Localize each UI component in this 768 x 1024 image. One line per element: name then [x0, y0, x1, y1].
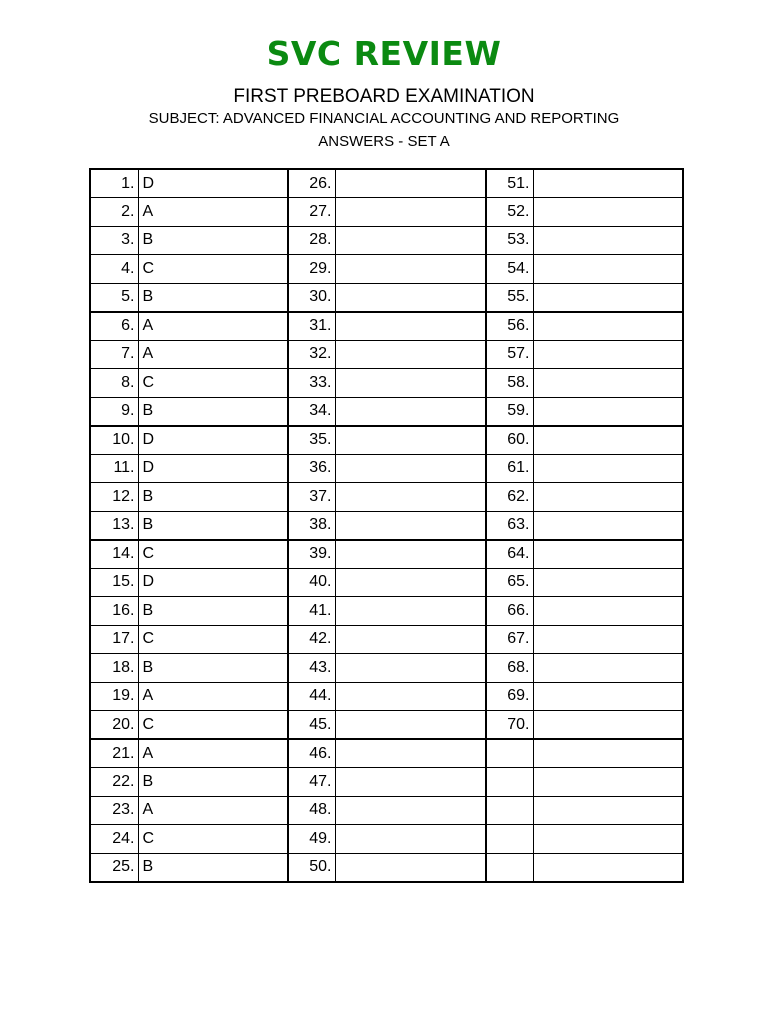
- item-answer: [335, 369, 486, 398]
- item-answer: D: [138, 169, 288, 198]
- item-number: 10.: [90, 426, 138, 455]
- item-answer: [335, 768, 486, 797]
- item-number: 2.: [90, 198, 138, 227]
- item-number: 66.: [486, 597, 533, 626]
- item-number: 68.: [486, 654, 533, 683]
- table-row: [90, 283, 683, 312]
- item-answer: [335, 511, 486, 540]
- item-number: [486, 853, 533, 882]
- item-number: 55.: [486, 283, 533, 312]
- item-number: 64.: [486, 540, 533, 569]
- item-number: 42.: [288, 625, 335, 654]
- item-answer: B: [138, 597, 288, 626]
- item-answer: [533, 198, 683, 227]
- item-answer: [533, 768, 683, 797]
- item-number: 6.: [90, 312, 138, 341]
- item-answer: [533, 397, 683, 426]
- item-number: 29.: [288, 255, 335, 284]
- item-number: [486, 768, 533, 797]
- item-answer: [335, 654, 486, 683]
- item-answer: [335, 682, 486, 711]
- table-row: [90, 597, 683, 626]
- item-number: 4.: [90, 255, 138, 284]
- item-answer: [533, 454, 683, 483]
- table-row: [90, 169, 683, 198]
- item-answer: [335, 568, 486, 597]
- table-row: [90, 198, 683, 227]
- item-number: 52.: [486, 198, 533, 227]
- item-number: 25.: [90, 853, 138, 882]
- item-number: 27.: [288, 198, 335, 227]
- item-answer: B: [138, 226, 288, 255]
- item-answer: C: [138, 625, 288, 654]
- item-answer: [335, 625, 486, 654]
- item-number: 56.: [486, 312, 533, 341]
- item-number: 8.: [90, 369, 138, 398]
- item-number: 28.: [288, 226, 335, 255]
- item-number: 22.: [90, 768, 138, 797]
- item-answer: C: [138, 255, 288, 284]
- item-answer: [335, 397, 486, 426]
- item-number: 60.: [486, 426, 533, 455]
- table-row: [90, 853, 683, 882]
- item-answer: B: [138, 483, 288, 512]
- item-answer: [533, 568, 683, 597]
- item-number: 41.: [288, 597, 335, 626]
- item-number: 53.: [486, 226, 533, 255]
- item-number: 5.: [90, 283, 138, 312]
- table-row: [90, 768, 683, 797]
- item-number: 51.: [486, 169, 533, 198]
- item-number: 21.: [90, 739, 138, 768]
- item-number: 32.: [288, 340, 335, 369]
- item-number: 9.: [90, 397, 138, 426]
- item-number: 12.: [90, 483, 138, 512]
- item-answer: [335, 597, 486, 626]
- item-answer: [533, 226, 683, 255]
- item-answer: [533, 511, 683, 540]
- item-number: [486, 739, 533, 768]
- item-answer: [335, 739, 486, 768]
- table-row: [90, 454, 683, 483]
- item-answer: [335, 226, 486, 255]
- item-number: 7.: [90, 340, 138, 369]
- item-answer: [533, 739, 683, 768]
- item-answer: [533, 540, 683, 569]
- item-number: 50.: [288, 853, 335, 882]
- item-answer: A: [138, 198, 288, 227]
- item-answer: [335, 169, 486, 198]
- table-row: [90, 625, 683, 654]
- item-answer: [533, 255, 683, 284]
- table-row: [90, 369, 683, 398]
- item-answer: A: [138, 340, 288, 369]
- item-number: 35.: [288, 426, 335, 455]
- table-row: [90, 312, 683, 341]
- item-answer: [335, 255, 486, 284]
- table-row: [90, 483, 683, 512]
- exam-title: FIRST PREBOARD EXAMINATION: [233, 86, 535, 107]
- item-answer: [533, 625, 683, 654]
- item-answer: B: [138, 654, 288, 683]
- item-number: 49.: [288, 825, 335, 854]
- item-number: 58.: [486, 369, 533, 398]
- item-number: 20.: [90, 711, 138, 740]
- item-number: 45.: [288, 711, 335, 740]
- item-number: 43.: [288, 654, 335, 683]
- item-number: 62.: [486, 483, 533, 512]
- item-number: 31.: [288, 312, 335, 341]
- table-row: [90, 739, 683, 768]
- item-number: 69.: [486, 682, 533, 711]
- item-answer: [533, 597, 683, 626]
- answers-set-label: ANSWERS - SET A: [318, 133, 450, 150]
- item-number: 23.: [90, 796, 138, 825]
- answer-table: [89, 168, 684, 883]
- item-answer: [533, 312, 683, 341]
- item-number: 46.: [288, 739, 335, 768]
- item-number: 70.: [486, 711, 533, 740]
- item-answer: B: [138, 768, 288, 797]
- table-row: [90, 226, 683, 255]
- item-answer: [335, 198, 486, 227]
- item-answer: [335, 796, 486, 825]
- item-answer: C: [138, 369, 288, 398]
- item-answer: A: [138, 312, 288, 341]
- item-answer: B: [138, 397, 288, 426]
- item-answer: [533, 825, 683, 854]
- table-row: [90, 540, 683, 569]
- item-number: 14.: [90, 540, 138, 569]
- item-answer: B: [138, 853, 288, 882]
- item-number: 1.: [90, 169, 138, 198]
- item-number: 59.: [486, 397, 533, 426]
- table-row: [90, 397, 683, 426]
- table-row: [90, 711, 683, 740]
- table-row: [90, 426, 683, 455]
- item-number: 39.: [288, 540, 335, 569]
- table-row: [90, 682, 683, 711]
- document-title: SVC REVIEW: [266, 34, 502, 73]
- item-number: 18.: [90, 654, 138, 683]
- item-number: 67.: [486, 625, 533, 654]
- item-answer: [533, 426, 683, 455]
- item-number: 33.: [288, 369, 335, 398]
- table-row: [90, 654, 683, 683]
- item-answer: A: [138, 682, 288, 711]
- item-answer: C: [138, 825, 288, 854]
- item-answer: B: [138, 511, 288, 540]
- subject-line: SUBJECT: ADVANCED FINANCIAL ACCOUNTING AND REPORTING: [148, 110, 620, 127]
- item-number: 44.: [288, 682, 335, 711]
- item-answer: D: [138, 454, 288, 483]
- item-number: 3.: [90, 226, 138, 255]
- item-number: [486, 825, 533, 854]
- item-answer: [533, 340, 683, 369]
- item-answer: A: [138, 739, 288, 768]
- item-answer: [533, 369, 683, 398]
- table-row: [90, 568, 683, 597]
- item-answer: [335, 483, 486, 512]
- item-answer: [533, 283, 683, 312]
- item-answer: [533, 654, 683, 683]
- item-number: 54.: [486, 255, 533, 284]
- answer-table-body: [90, 169, 683, 882]
- table-row: [90, 255, 683, 284]
- item-number: 26.: [288, 169, 335, 198]
- item-answer: [335, 711, 486, 740]
- item-number: [486, 796, 533, 825]
- item-answer: [335, 283, 486, 312]
- item-number: 11.: [90, 454, 138, 483]
- item-number: 40.: [288, 568, 335, 597]
- item-answer: D: [138, 568, 288, 597]
- item-number: 37.: [288, 483, 335, 512]
- item-number: 30.: [288, 283, 335, 312]
- item-answer: [335, 426, 486, 455]
- item-number: 19.: [90, 682, 138, 711]
- item-number: 24.: [90, 825, 138, 854]
- item-number: 13.: [90, 511, 138, 540]
- item-number: 17.: [90, 625, 138, 654]
- item-answer: [335, 340, 486, 369]
- table-row: [90, 511, 683, 540]
- item-answer: [335, 454, 486, 483]
- item-number: 15.: [90, 568, 138, 597]
- item-answer: [335, 540, 486, 569]
- item-number: 38.: [288, 511, 335, 540]
- table-row: [90, 825, 683, 854]
- item-answer: C: [138, 540, 288, 569]
- item-answer: [533, 796, 683, 825]
- item-answer: B: [138, 283, 288, 312]
- item-answer: [335, 853, 486, 882]
- item-number: 47.: [288, 768, 335, 797]
- table-row: [90, 340, 683, 369]
- item-answer: [533, 682, 683, 711]
- table-row: [90, 796, 683, 825]
- item-number: 57.: [486, 340, 533, 369]
- item-answer: [533, 169, 683, 198]
- item-number: 36.: [288, 454, 335, 483]
- item-answer: C: [138, 711, 288, 740]
- item-number: 16.: [90, 597, 138, 626]
- item-answer: [533, 483, 683, 512]
- item-number: 63.: [486, 511, 533, 540]
- item-number: 65.: [486, 568, 533, 597]
- item-answer: D: [138, 426, 288, 455]
- item-answer: [335, 312, 486, 341]
- item-answer: [533, 711, 683, 740]
- item-answer: A: [138, 796, 288, 825]
- item-number: 61.: [486, 454, 533, 483]
- item-number: 34.: [288, 397, 335, 426]
- item-answer: [533, 853, 683, 882]
- item-answer: [335, 825, 486, 854]
- item-number: 48.: [288, 796, 335, 825]
